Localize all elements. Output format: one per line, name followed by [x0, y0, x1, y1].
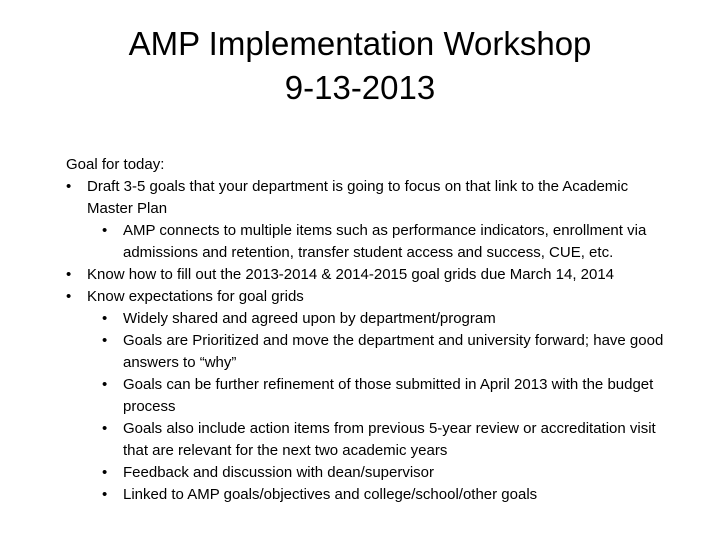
bullet-text: Draft 3-5 goals that your department is going to focus on that link to the Academic Master Plan	[87, 178, 629, 217]
slide-title	[40, 22, 680, 110]
sub-bullet-text: Widely shared and agreed upon by department/program	[123, 310, 496, 327]
sub-bullet-marker: •	[102, 332, 108, 349]
sub-bullet-marker: •	[102, 464, 108, 481]
bullet-text: Know how to fill out the 2013-2014 & 2014-2015 goal grids due March 14, 2014	[87, 266, 615, 283]
slide-body	[66, 154, 666, 506]
title-line-1: AMP Implementation Workshop	[128, 25, 592, 62]
sub-bullet-text: Goals can be further refinement of those submitted in April 2013 with the budget process	[123, 376, 654, 415]
sub-bullet-text: Goals are Prioritized and move the department and university forward; have good answers to “why”	[123, 332, 664, 371]
bullet-text: Know expectations for goal grids	[87, 288, 304, 305]
sub-bullet-item	[87, 462, 666, 484]
sub-bullet-text: Goals also include action items from previous 5-year review or accreditation visit that are relevant for the next two academic years	[123, 420, 656, 459]
sub-bullet-item	[87, 220, 666, 264]
bullet-item	[66, 264, 666, 286]
intro-text: Goal for today:	[66, 156, 165, 173]
bullet-marker: •	[66, 288, 72, 305]
sub-bullet-text: Feedback and discussion with dean/supervisor	[123, 464, 435, 481]
sub-bullet-item	[87, 484, 666, 506]
sub-bullet-marker: •	[102, 310, 108, 327]
bullet-item	[66, 286, 666, 506]
bullet-list	[66, 176, 666, 506]
sub-bullet-text: Linked to AMP goals/objectives and college/school/other goals	[123, 486, 538, 503]
sub-bullet-item	[87, 330, 666, 374]
sub-bullet-list	[87, 220, 666, 264]
sub-bullet-text: AMP connects to multiple items such as performance indicators, enrollment via admissions and retention, transfer student access and success, CUE, etc.	[123, 222, 647, 261]
sub-bullet-list	[87, 308, 666, 506]
sub-bullet-marker: •	[102, 222, 108, 239]
bullet-marker: •	[66, 178, 72, 195]
title-line-2: 9-13-2013	[284, 69, 436, 106]
sub-bullet-marker: •	[102, 376, 108, 393]
bullet-item	[66, 176, 666, 264]
bullet-marker: •	[66, 266, 72, 283]
sub-bullet-item	[87, 374, 666, 418]
sub-bullet-marker: •	[102, 486, 108, 503]
sub-bullet-item	[87, 418, 666, 462]
sub-bullet-marker: •	[102, 420, 108, 437]
sub-bullet-item	[87, 308, 666, 330]
